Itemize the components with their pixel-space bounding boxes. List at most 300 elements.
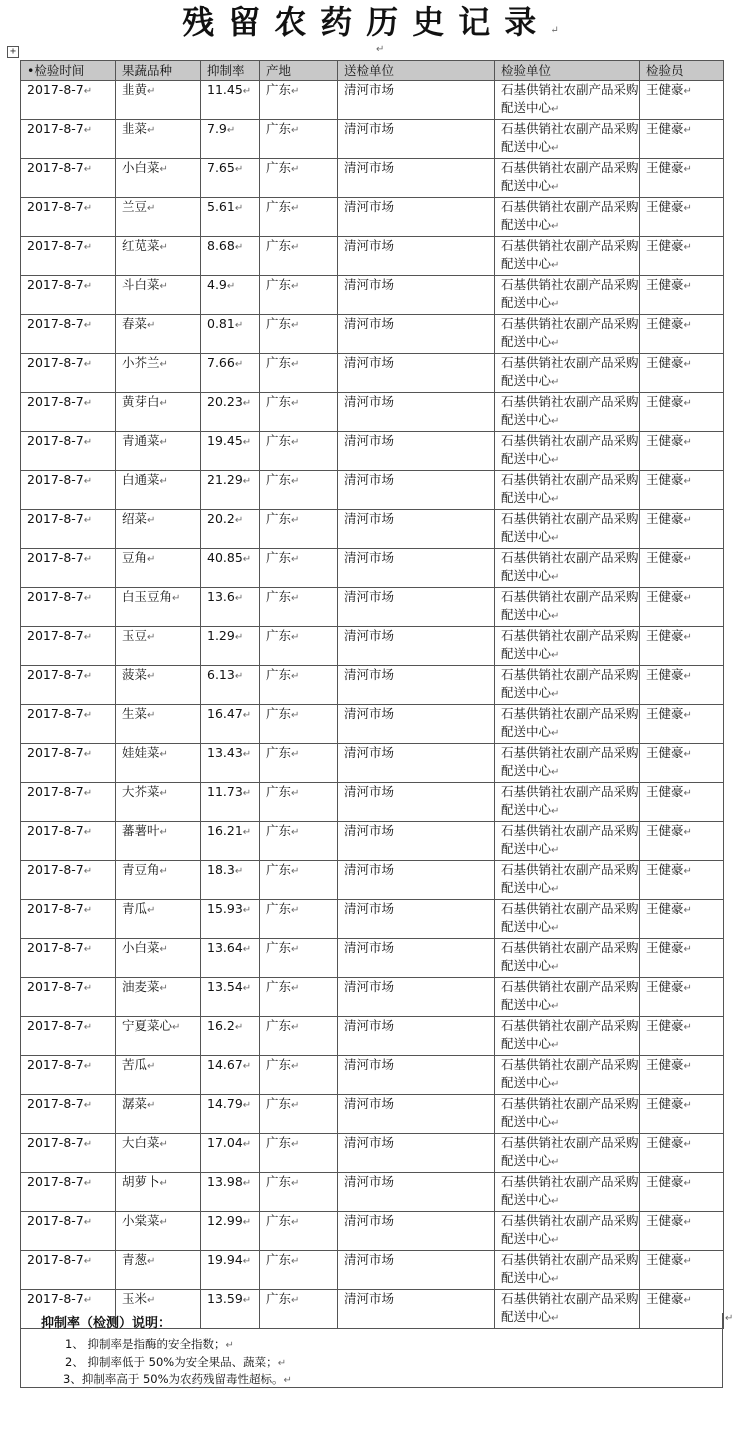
paragraph-mark-icon: ↵: [291, 476, 300, 487]
paragraph-mark-icon: ↵: [159, 749, 168, 760]
paragraph-mark-icon: ↵: [291, 983, 300, 994]
paragraph-mark-icon: ↵: [242, 86, 252, 97]
cell-submitting-unit: [338, 1017, 495, 1056]
cell-inhibition-rate: [201, 159, 260, 198]
cell-submitting-unit: [338, 471, 495, 510]
paragraph-mark-icon: ↵: [551, 767, 560, 778]
cell-text: 石基供销社农副产品采购配送中心: [501, 940, 639, 973]
table-row: [21, 744, 724, 783]
paragraph-mark-icon: ↵: [683, 710, 692, 721]
cell-testing-unit: [495, 432, 640, 471]
paragraph-mark-icon: ↵: [83, 1100, 93, 1111]
table-row: [21, 1017, 724, 1056]
cell-text: 王健豪: [646, 745, 684, 760]
paragraph-mark-icon: ↵: [725, 1313, 734, 1324]
cell-inhibition-rate: [201, 198, 260, 237]
cell-submitting-unit: [338, 1173, 495, 1212]
cell-testing-unit: [495, 666, 640, 705]
cell-submitting-unit: [338, 861, 495, 900]
paragraph-mark-icon: ↵: [242, 1295, 252, 1306]
header-origin: [260, 61, 338, 81]
cell-text: 广东: [266, 784, 292, 799]
cell-origin: [260, 1212, 338, 1251]
cell-produce-variety: [116, 432, 201, 471]
cell-text: 清河市场: [344, 1096, 395, 1111]
table-row: [21, 354, 724, 393]
cell-text: 王健豪: [646, 199, 684, 214]
paragraph-mark-icon: ↵: [83, 86, 93, 97]
paragraph-mark-icon: ↵: [683, 1178, 692, 1189]
cell-testing-unit: [495, 705, 640, 744]
cell-inhibition-rate: [201, 471, 260, 510]
paragraph-mark-icon: ↵: [683, 359, 692, 370]
cell-text: 小芥兰: [122, 355, 160, 370]
table-row: [21, 1134, 724, 1173]
cell-text: 清河市场: [344, 160, 395, 175]
cell-inspection-time: [21, 627, 116, 666]
cell-text: 王健豪: [646, 784, 684, 799]
cell-text: 石基供销社农副产品采购配送中心: [501, 550, 639, 583]
paragraph-mark-icon: ↵: [291, 398, 300, 409]
paragraph-mark-icon: ↵: [159, 242, 168, 253]
cell-text: 2017-8-7: [27, 511, 84, 526]
paragraph-mark-icon: ↵: [83, 749, 93, 760]
cell-submitting-unit: [338, 198, 495, 237]
table-row: [21, 1251, 724, 1290]
table-row: [21, 159, 724, 198]
cell-inhibition-rate: [201, 1212, 260, 1251]
cell-inspection-time: [21, 1017, 116, 1056]
table-row: [21, 666, 724, 705]
cell-produce-variety: [116, 627, 201, 666]
paragraph-mark-icon: ↵: [83, 1295, 93, 1306]
cell-submitting-unit: [338, 627, 495, 666]
cell-text: 广东: [266, 1135, 292, 1150]
paragraph-mark-icon: ↵: [683, 86, 692, 97]
cell-text: 广东: [266, 1057, 292, 1072]
cell-text: 2017-8-7: [27, 745, 84, 760]
cell-text: 2017-8-7: [27, 199, 84, 214]
cell-produce-variety: [116, 939, 201, 978]
cell-inspector: [640, 276, 724, 315]
cell-text: 石基供销社农副产品采购配送中心: [501, 1252, 639, 1285]
cell-text: 石基供销社农副产品采购配送中心: [501, 667, 639, 700]
cell-text: 2017-8-7: [27, 1291, 84, 1306]
cell-text: 广东: [266, 706, 292, 721]
cell-text: 清河市场: [344, 862, 395, 877]
cell-text: 小白菜: [122, 940, 160, 955]
paragraph-mark-icon: ↵: [147, 320, 156, 331]
cell-text: 2017-8-7: [27, 550, 84, 565]
cell-text: 石基供销社农副产品采购配送中心: [501, 784, 639, 817]
paragraph-mark-icon: ↵: [291, 593, 300, 604]
cell-produce-variety: [116, 900, 201, 939]
cell-inspection-time: [21, 1134, 116, 1173]
paragraph-mark-icon: ↵: [683, 398, 692, 409]
cell-text: 王健豪: [646, 472, 684, 487]
cell-inhibition-rate: [201, 588, 260, 627]
paragraph-mark-icon: ↵: [291, 320, 300, 331]
cell-text: 王健豪: [646, 1057, 684, 1072]
document-title: 残留农药历史记录: [182, 3, 551, 41]
paragraph-mark-icon: ↵: [291, 788, 300, 799]
paragraph-mark-icon: ↵: [683, 1295, 692, 1306]
cell-testing-unit: [495, 1056, 640, 1095]
cell-inspector: [640, 1212, 724, 1251]
cell-text: 16.21: [207, 823, 243, 838]
cell-origin: [260, 1251, 338, 1290]
cell-text: 2017-8-7: [27, 1252, 84, 1267]
paragraph-mark-icon: ↵: [234, 632, 244, 643]
paragraph-mark-icon: ↵: [277, 1358, 287, 1369]
paragraph-mark-icon: ↵: [683, 1061, 692, 1072]
cell-text: 清河市场: [344, 316, 395, 331]
cell-text: 生菜: [122, 706, 148, 721]
cell-produce-variety: [116, 822, 201, 861]
cell-text: 王健豪: [646, 901, 684, 916]
cell-testing-unit: [495, 159, 640, 198]
cell-text: 11.73: [207, 784, 243, 799]
cell-text: 7.66: [207, 355, 235, 370]
cell-inhibition-rate: [201, 1017, 260, 1056]
cell-inhibition-rate: [201, 783, 260, 822]
cell-inspector: [640, 198, 724, 237]
paragraph-mark-icon: ↵: [172, 1022, 181, 1033]
cell-testing-unit: [495, 276, 640, 315]
paragraph-mark-icon: ↵: [551, 1040, 560, 1051]
cell-text: 王健豪: [646, 979, 684, 994]
cell-text: 王健豪: [646, 1252, 684, 1267]
paragraph-mark-icon: ↵: [291, 671, 300, 682]
cell-inhibition-rate: [201, 237, 260, 276]
paragraph-mark-icon: ↵: [683, 1022, 692, 1033]
cell-submitting-unit: [338, 315, 495, 354]
cell-text: 王健豪: [646, 511, 684, 526]
cell-text: 清河市场: [344, 121, 395, 136]
cell-text: 13.64: [207, 940, 243, 955]
paragraph-mark-icon: ↵: [551, 1274, 560, 1285]
paragraph-mark-icon: ↵: [83, 437, 93, 448]
paragraph-mark-icon: ↵: [551, 962, 560, 973]
cell-text: 18.3: [207, 862, 235, 877]
cell-testing-unit: [495, 354, 640, 393]
paragraph-mark-icon: ↵: [242, 749, 252, 760]
cell-text: 11.45: [207, 82, 243, 97]
cell-origin: [260, 159, 338, 198]
cell-text: 13.54: [207, 979, 243, 994]
header-label: 送检单位: [344, 63, 395, 78]
cell-produce-variety: [116, 549, 201, 588]
header-submitting-unit: [338, 61, 495, 81]
cell-text: 石基供销社农副产品采购配送中心: [501, 355, 639, 388]
cell-inhibition-rate: [201, 822, 260, 861]
cell-submitting-unit: [338, 237, 495, 276]
paragraph-mark-icon: ↵: [683, 320, 692, 331]
cell-text: 广东: [266, 433, 292, 448]
cell-text: 2017-8-7: [27, 1213, 84, 1228]
cell-origin: [260, 315, 338, 354]
paragraph-mark-icon: ↵: [551, 143, 560, 154]
cell-text: 2017-8-7: [27, 1018, 84, 1033]
cell-text: 石基供销社农副产品采购配送中心: [501, 82, 639, 115]
paragraph-mark-icon: ↵: [147, 554, 156, 565]
cell-produce-variety: [116, 198, 201, 237]
cell-submitting-unit: [338, 705, 495, 744]
cell-inhibition-rate: [201, 978, 260, 1017]
cell-text: 广东: [266, 199, 292, 214]
paragraph-mark-icon: ↵: [551, 1313, 560, 1324]
cell-inspection-time: [21, 393, 116, 432]
paragraph-mark-icon: ↵: [83, 1217, 93, 1228]
cell-origin: [260, 120, 338, 159]
cell-submitting-unit: [338, 900, 495, 939]
cell-text: 石基供销社农副产品采购配送中心: [501, 823, 639, 856]
notes-box: [20, 1313, 734, 1388]
cell-text: 白通菜: [122, 472, 160, 487]
cell-text: 广东: [266, 160, 292, 175]
cell-inhibition-rate: [201, 1251, 260, 1290]
paragraph-mark-icon: ↵: [683, 242, 692, 253]
cell-inhibition-rate: [201, 120, 260, 159]
paragraph-mark-icon: ↵: [147, 671, 156, 682]
cell-inhibition-rate: [201, 549, 260, 588]
cell-inhibition-rate: [201, 627, 260, 666]
paragraph-mark-icon: ↵: [172, 593, 181, 604]
cell-text: 石基供销社农副产品采购配送中心: [501, 199, 639, 232]
cell-text: 清河市场: [344, 784, 395, 799]
cell-text: 石基供销社农副产品采购配送中心: [501, 979, 639, 1012]
cell-inspector: [640, 393, 724, 432]
paragraph-mark-icon: ↵: [159, 788, 168, 799]
cell-text: 胡萝卜: [122, 1174, 160, 1189]
paragraph-mark-icon: ↵: [159, 476, 168, 487]
cell-inspector: [640, 432, 724, 471]
cell-text: 王健豪: [646, 1174, 684, 1189]
cell-text: 石基供销社农副产品采购配送中心: [501, 589, 639, 622]
cell-submitting-unit: [338, 81, 495, 120]
cell-text: 王健豪: [646, 1135, 684, 1150]
cell-text: 石基供销社农副产品采购配送中心: [501, 1213, 639, 1246]
paragraph-mark-icon: ↵: [147, 1061, 156, 1072]
paragraph-mark-icon: ↵: [291, 827, 300, 838]
cell-testing-unit: [495, 1095, 640, 1134]
cell-text: 王健豪: [646, 121, 684, 136]
cell-inhibition-rate: [201, 900, 260, 939]
cell-text: 青通菜: [122, 433, 160, 448]
cell-testing-unit: [495, 900, 640, 939]
table-row: [21, 549, 724, 588]
paragraph-mark-icon: ↵: [159, 164, 168, 175]
cell-text: 13.59: [207, 1291, 243, 1306]
cell-text: 清河市场: [344, 589, 395, 604]
cell-inspection-time: [21, 81, 116, 120]
paragraph-mark-icon: ↵: [234, 866, 244, 877]
cell-origin: [260, 939, 338, 978]
cell-origin: [260, 822, 338, 861]
cell-text: 清河市场: [344, 1057, 395, 1072]
paragraph-mark-icon: ↵: [551, 299, 560, 310]
paragraph-mark-icon: ↵: [159, 1178, 168, 1189]
cell-produce-variety: [116, 393, 201, 432]
cell-text: 2017-8-7: [27, 628, 84, 643]
cell-text: 小棠菜: [122, 1213, 160, 1228]
cell-text: 石基供销社农副产品采购配送中心: [501, 433, 639, 466]
cell-testing-unit: [495, 198, 640, 237]
cell-text: 2017-8-7: [27, 1096, 84, 1111]
cell-text: 清河市场: [344, 355, 395, 370]
cell-inspector: [640, 1017, 724, 1056]
cell-text: 豆角: [122, 550, 148, 565]
cell-text: 韭黄: [122, 82, 148, 97]
paragraph-mark-icon: ↵: [291, 554, 300, 565]
cell-produce-variety: [116, 354, 201, 393]
cell-text: 石基供销社农副产品采购配送中心: [501, 394, 639, 427]
cell-origin: [260, 1173, 338, 1212]
paragraph-mark-icon: ↵: [551, 650, 560, 661]
header-produce-variety: [116, 61, 201, 81]
paragraph-mark-icon: ↵: [291, 1256, 300, 1267]
cell-text: 2017-8-7: [27, 355, 84, 370]
cell-submitting-unit: [338, 549, 495, 588]
cell-inspector: [640, 120, 724, 159]
table-row: [21, 276, 724, 315]
table-row: [21, 237, 724, 276]
header-inhibition-rate: [201, 61, 260, 81]
paragraph-mark-icon: ↵: [242, 1217, 252, 1228]
cell-inhibition-rate: [201, 666, 260, 705]
paragraph-mark-icon: ↵: [147, 1100, 156, 1111]
cell-inhibition-rate: [201, 315, 260, 354]
table-row: [21, 783, 724, 822]
cell-text: 清河市场: [344, 979, 395, 994]
cell-origin: [260, 276, 338, 315]
cell-produce-variety: [116, 1017, 201, 1056]
cell-produce-variety: [116, 159, 201, 198]
paragraph-mark-icon: ↵: [551, 182, 560, 193]
cell-text: 清河市场: [344, 1018, 395, 1033]
cell-text: 石基供销社农副产品采购配送中心: [501, 862, 639, 895]
paragraph-mark-icon: ↵: [83, 1256, 93, 1267]
paragraph-mark-icon: ↵: [83, 359, 93, 370]
cell-text: 王健豪: [646, 1018, 684, 1033]
paragraph-mark-icon: ↵: [234, 1022, 244, 1033]
cell-inhibition-rate: [201, 705, 260, 744]
table-header-row: [21, 61, 724, 81]
cell-produce-variety: [116, 471, 201, 510]
paragraph-mark-icon: ↵: [551, 845, 560, 856]
cell-text: 广东: [266, 355, 292, 370]
cell-text: 清河市场: [344, 511, 395, 526]
cell-inspector: [640, 1251, 724, 1290]
cell-testing-unit: [495, 822, 640, 861]
cell-text: 广东: [266, 82, 292, 97]
cell-produce-variety: [116, 783, 201, 822]
paragraph-mark-icon: ↵: [159, 398, 168, 409]
cell-text: 王健豪: [646, 160, 684, 175]
paragraph-mark-icon: ↵: [683, 983, 692, 994]
cell-inspection-time: [21, 822, 116, 861]
cell-text: 2017-8-7: [27, 394, 84, 409]
cell-inhibition-rate: [201, 1095, 260, 1134]
cell-inspection-time: [21, 471, 116, 510]
paragraph-mark-icon: ↵: [226, 281, 236, 292]
cell-testing-unit: [495, 1212, 640, 1251]
cell-inspector: [640, 939, 724, 978]
cell-text: 石基供销社农副产品采购配送中心: [501, 706, 639, 739]
cell-text: 宁夏菜心: [122, 1018, 173, 1033]
cell-inspector: [640, 1173, 724, 1212]
paragraph-mark-icon: ↵: [83, 671, 93, 682]
cell-inspector: [640, 315, 724, 354]
cell-inspector: [640, 666, 724, 705]
cell-text: 20.23: [207, 394, 243, 409]
cell-produce-variety: [116, 666, 201, 705]
cell-text: 玉豆: [122, 628, 148, 643]
paragraph-mark-icon: ↵: [147, 86, 156, 97]
cell-testing-unit: [495, 81, 640, 120]
cell-produce-variety: [116, 510, 201, 549]
cell-origin: [260, 744, 338, 783]
cell-origin: [260, 1017, 338, 1056]
paragraph-mark-icon: ↵: [291, 281, 300, 292]
paragraph-mark-icon: ↵: [159, 437, 168, 448]
cell-origin: [260, 978, 338, 1017]
cell-origin: [260, 198, 338, 237]
cell-text: 石基供销社农副产品采购配送中心: [501, 901, 639, 934]
paragraph-mark-icon: ↵: [83, 320, 93, 331]
cell-inspection-time: [21, 588, 116, 627]
cell-text: 石基供销社农副产品采购配送中心: [501, 1291, 639, 1324]
cell-text: 清河市场: [344, 745, 395, 760]
cell-produce-variety: [116, 315, 201, 354]
paragraph-mark-icon: ↵: [551, 455, 560, 466]
cell-origin: [260, 432, 338, 471]
paragraph-mark-icon: ↵: [683, 632, 692, 643]
cell-submitting-unit: [338, 1056, 495, 1095]
cell-text: 13.6: [207, 589, 235, 604]
table-row: [21, 939, 724, 978]
cell-text: 王健豪: [646, 316, 684, 331]
cell-text: 2017-8-7: [27, 823, 84, 838]
cell-text: 石基供销社农副产品采购配送中心: [501, 628, 639, 661]
cell-inhibition-rate: [201, 81, 260, 120]
cell-text: 2017-8-7: [27, 472, 84, 487]
cell-submitting-unit: [338, 783, 495, 822]
cell-text: 石基供销社农副产品采购配送中心: [501, 1057, 639, 1090]
paragraph-mark-icon: ↵: [291, 515, 300, 526]
cell-text: 广东: [266, 316, 292, 331]
paragraph-mark-icon: ↵: [147, 1256, 156, 1267]
cell-testing-unit: [495, 237, 640, 276]
cell-text: 油麦菜: [122, 979, 160, 994]
cell-text: 王健豪: [646, 394, 684, 409]
paragraph-mark-icon: ↵: [234, 671, 244, 682]
cell-inspector: [640, 744, 724, 783]
paragraph-mark-icon: ↵: [550, 25, 559, 36]
paragraph-mark-icon: ↵: [551, 1001, 560, 1012]
paragraph-mark-icon: ↵: [83, 983, 93, 994]
cell-text: 2017-8-7: [27, 433, 84, 448]
cell-text: 广东: [266, 394, 292, 409]
table-body: [21, 81, 724, 1329]
cell-text: 14.79: [207, 1096, 243, 1111]
paragraph-mark-icon: ↵: [376, 44, 385, 55]
paragraph-mark-icon: ↵: [147, 515, 156, 526]
paragraph-mark-icon: ↵: [551, 1196, 560, 1207]
table-move-handle-icon[interactable]: +: [7, 46, 19, 58]
table-row: [21, 81, 724, 120]
table-row: [21, 1173, 724, 1212]
